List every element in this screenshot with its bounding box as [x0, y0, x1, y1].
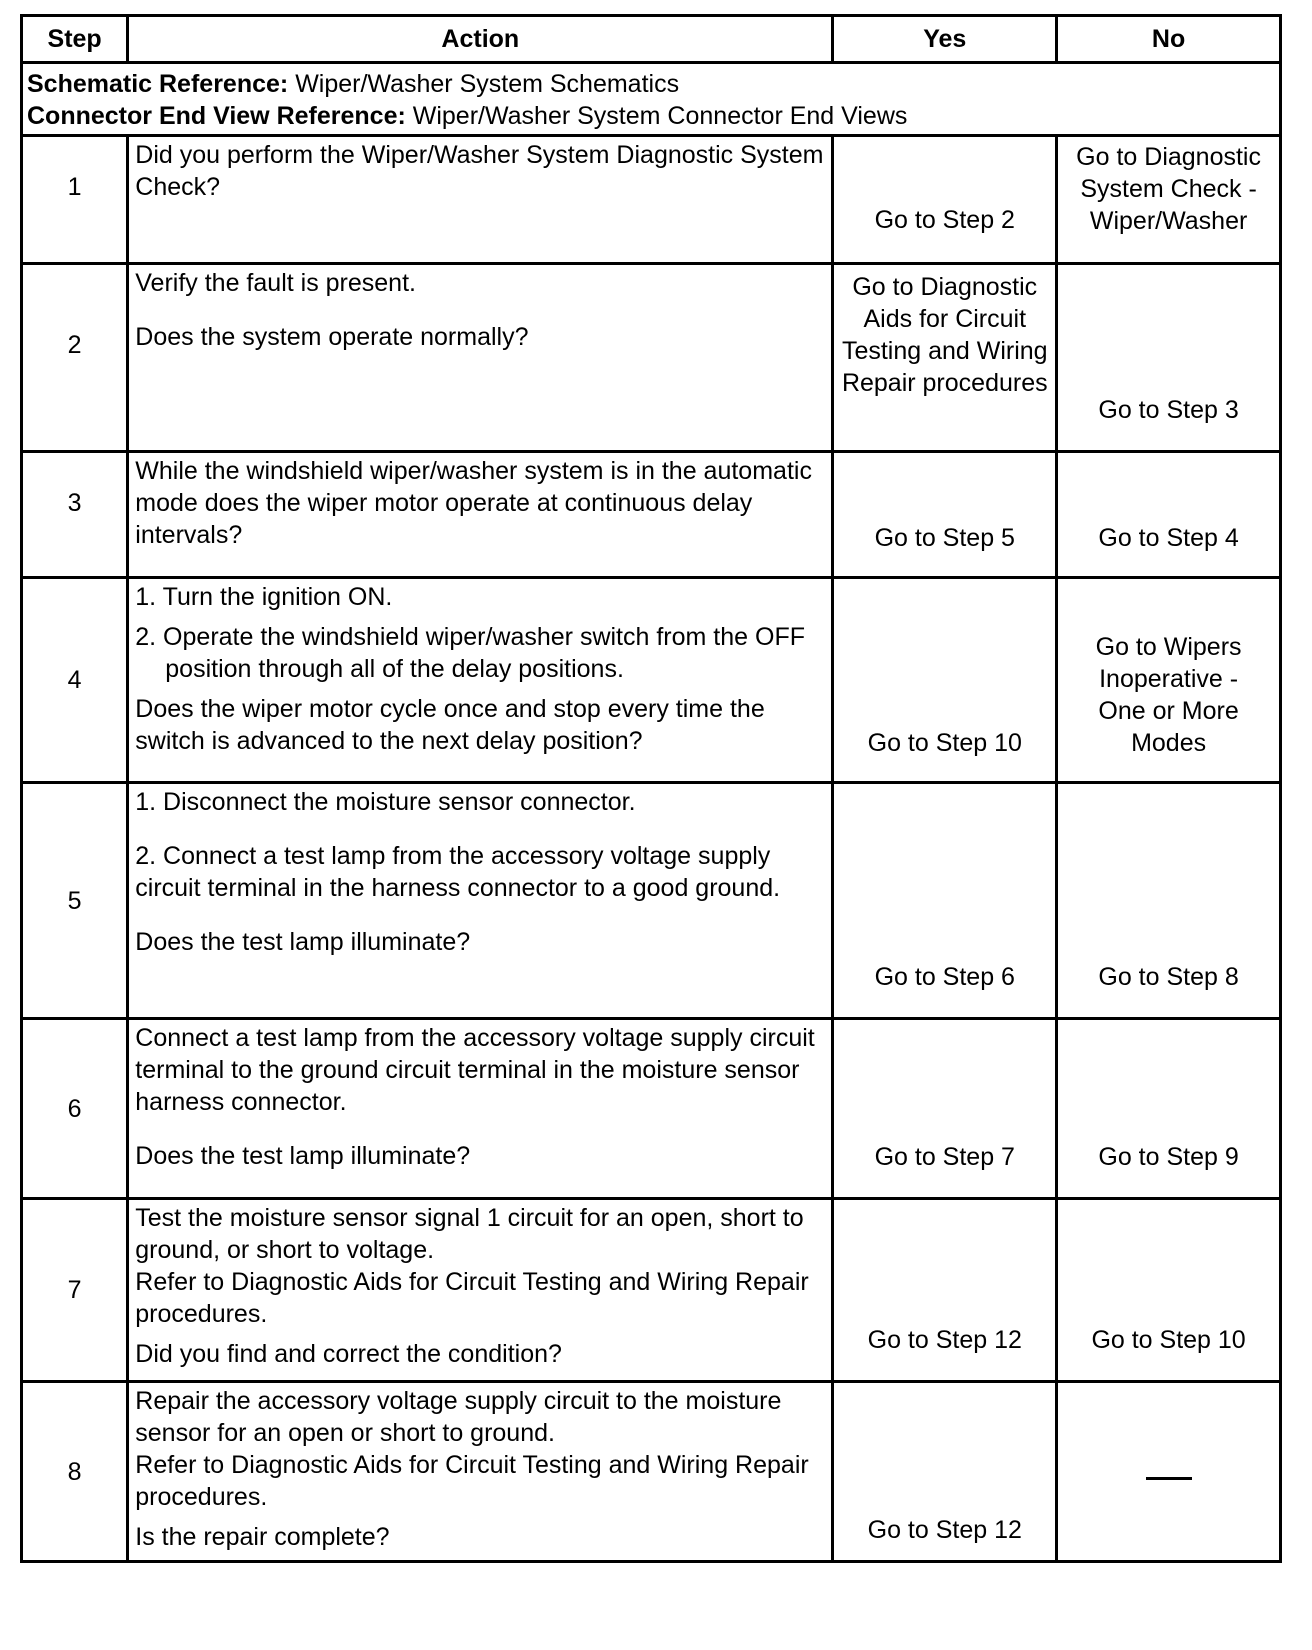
action-text: Test the moisture sensor signal 1 circuit for an open, short to ground, or short to voltage. — [135, 1204, 804, 1264]
reference-row — [22, 63, 1281, 136]
no-result[interactable]: Go to Step 3 — [1057, 264, 1281, 452]
no-result[interactable]: Go to Step 10 — [1057, 1199, 1281, 1382]
no-result[interactable]: Go to Step 9 — [1057, 1019, 1281, 1199]
table-row — [22, 1199, 1281, 1382]
table-row — [22, 1019, 1281, 1199]
step-number: 7 — [22, 1199, 128, 1382]
schematic-reference-label: Schematic Reference: — [27, 70, 289, 98]
action-substep: 2. Operate the windshield wiper/washer switch from the OFF position through all of the delay positions. — [135, 623, 805, 683]
action-question: Does the test lamp illuminate? — [135, 1142, 471, 1170]
schematic-reference — [27, 68, 1275, 100]
yes-result[interactable]: Go to Step 12 — [833, 1382, 1057, 1562]
yes-result[interactable]: Go to Step 12 — [833, 1199, 1057, 1382]
yes-result[interactable]: Go to Step 7 — [833, 1019, 1057, 1199]
table-row — [22, 1382, 1281, 1562]
action-text: Connect a test lamp from the accessory voltage supply circuit terminal to the ground circuit terminal in the moisture sensor harness connector. — [135, 1024, 815, 1116]
action-question: Does the wiper motor cycle once and stop every time the switch is advanced to the next delay position? — [135, 695, 765, 755]
header-action: Action — [128, 16, 833, 63]
action-text: Did you perform the Wiper/Washer System Diagnostic System Check? — [135, 141, 824, 201]
reference-cell — [22, 63, 1281, 136]
yes-result[interactable]: Go to Step 6 — [833, 783, 1057, 1019]
action-question: Does the test lamp illuminate? — [135, 928, 471, 956]
action-reference[interactable]: Refer to Diagnostic Aids for Circuit Testing and Wiring Repair procedures. — [135, 1268, 809, 1328]
action-substep: 1. Turn the ignition ON. — [135, 583, 393, 611]
table-row — [22, 578, 1281, 783]
table-row — [22, 452, 1281, 578]
step-number: 3 — [22, 452, 128, 578]
not-applicable-dash — [1146, 1477, 1192, 1480]
action-cell — [128, 136, 833, 264]
action-cell — [128, 578, 833, 783]
no-result[interactable]: Go to Step 8 — [1057, 783, 1281, 1019]
action-substep: 1. Disconnect the moisture sensor connector. — [135, 788, 636, 816]
no-result[interactable]: Go to Diagnostic System Check - Wiper/Washer — [1057, 136, 1281, 264]
step-number: 6 — [22, 1019, 128, 1199]
action-text: While the windshield wiper/washer system is in the automatic mode does the wiper motor operate at continuous delay intervals? — [135, 457, 812, 549]
action-cell — [128, 1382, 833, 1562]
header-no: No — [1057, 16, 1281, 63]
yes-result[interactable]: Go to Step 10 — [833, 578, 1057, 783]
action-reference[interactable]: Refer to Diagnostic Aids for Circuit Testing and Wiring Repair procedures. — [135, 1451, 809, 1511]
step-number: 5 — [22, 783, 128, 1019]
action-text: Repair the accessory voltage supply circuit to the moisture sensor for an open or short to ground. — [135, 1387, 782, 1447]
action-question: Does the system operate normally? — [135, 323, 529, 351]
no-result[interactable]: Go to Step 4 — [1057, 452, 1281, 578]
step-number: 4 — [22, 578, 128, 783]
table-row — [22, 136, 1281, 264]
action-question: Is the repair complete? — [135, 1523, 390, 1551]
header-row — [22, 16, 1281, 63]
action-cell — [128, 783, 833, 1019]
table-row — [22, 783, 1281, 1019]
diagnostic-table — [20, 14, 1282, 1563]
yes-result[interactable]: Go to Diagnostic Aids for Circuit Testing and Wiring Repair procedures — [833, 264, 1057, 452]
connector-reference-label: Connector End View Reference: — [27, 102, 406, 130]
action-cell — [128, 1019, 833, 1199]
step-number: 8 — [22, 1382, 128, 1562]
connector-reference — [27, 100, 1275, 132]
action-substep: 2. Connect a test lamp from the accessory voltage supply circuit terminal in the harness connector to a good ground. — [135, 842, 781, 902]
header-yes: Yes — [833, 16, 1057, 63]
action-cell — [128, 1199, 833, 1382]
step-number: 1 — [22, 136, 128, 264]
action-cell — [128, 452, 833, 578]
header-step: Step — [22, 16, 128, 63]
diagnostic-table-sheet — [20, 14, 1282, 1563]
table-row — [22, 264, 1281, 452]
connector-reference-link[interactable]: Wiper/Washer System Connector End Views — [412, 102, 908, 130]
yes-result[interactable]: Go to Step 2 — [833, 136, 1057, 264]
action-cell — [128, 264, 833, 452]
no-result[interactable]: Go to Wipers Inoperative - One or More Modes — [1057, 578, 1281, 783]
action-question: Did you find and correct the condition? — [135, 1340, 562, 1368]
step-number: 2 — [22, 264, 128, 452]
no-result — [1057, 1382, 1281, 1562]
schematic-reference-link[interactable]: Wiper/Washer System Schematics — [295, 70, 680, 98]
action-text: Verify the fault is present. — [135, 269, 416, 297]
yes-result[interactable]: Go to Step 5 — [833, 452, 1057, 578]
